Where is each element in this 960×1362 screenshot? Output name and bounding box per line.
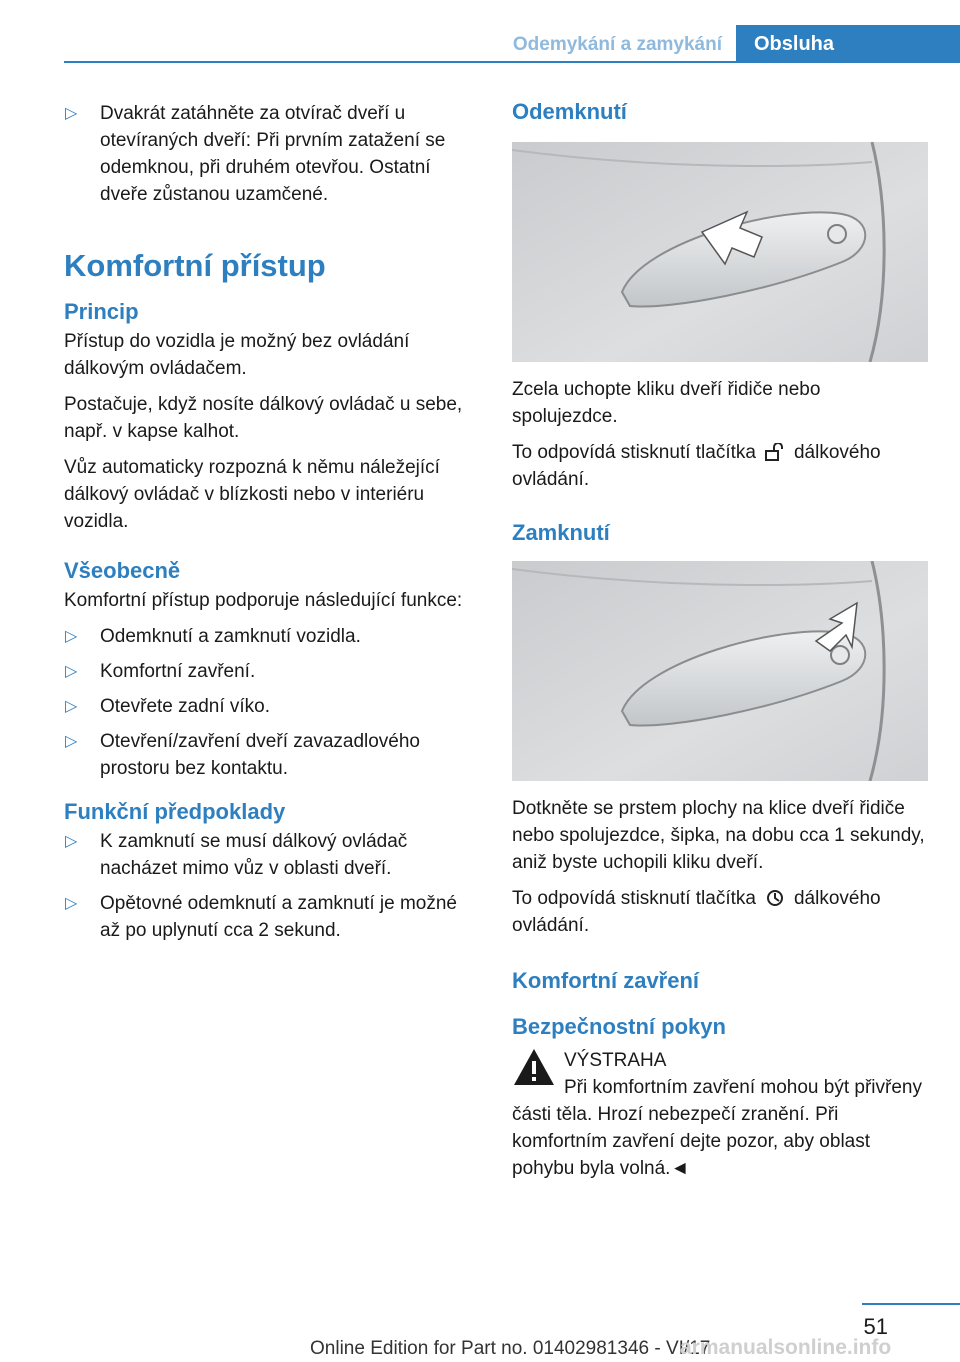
list-item (64, 828, 482, 882)
triangle-bullet-icon: ▷ (65, 895, 78, 912)
footer-rule (862, 1303, 960, 1305)
warning-text (512, 1074, 930, 1182)
paragraph: Komfortní přístup podporuje následující funkce: (64, 590, 463, 611)
door-handle-lock-image (512, 561, 928, 781)
paragraph (512, 885, 930, 939)
section-heading-unlock: Odemknutí (512, 99, 627, 124)
triangle-bullet-icon: ▷ (65, 105, 78, 122)
paragraph: Postačuje, když nosíte dálkový ovládač u sebe, např. v kapse kalhot. (64, 394, 463, 442)
triangle-bullet-icon: ▷ (65, 698, 78, 715)
list-item (64, 693, 482, 720)
lock-icon (764, 888, 786, 906)
unlock-icon (764, 442, 786, 460)
page-number: 51 (863, 1314, 888, 1339)
watermark: armanualsonline.info (680, 1336, 892, 1359)
warning-block (512, 1047, 930, 1074)
list-item (64, 100, 482, 208)
door-handle-unlock-image (512, 142, 928, 362)
header-chapter-tab: Obsluha (736, 25, 960, 63)
left-column (64, 100, 482, 952)
triangle-bullet-icon: ▷ (65, 833, 78, 850)
triangle-bullet-icon: ▷ (65, 628, 78, 645)
list-item-text: K zamknutí se musí dálkový ovládač nacházet mimo vůz v oblasti dveří. (100, 831, 408, 879)
list-item (64, 728, 482, 782)
header-section-title: Odemykání a zamykání (512, 34, 722, 55)
triangle-bullet-icon: ▷ (65, 663, 78, 680)
section-heading-comfort-close: Komfortní zavření (512, 968, 700, 993)
list-item-text: Opětovné odemknutí a zamknutí je možné až po uplynutí cca 2 sekund. (100, 893, 457, 941)
warning-text-content: Při komfortním zavření mohou být přivřeny části těla. Hrozí nebezpečí zranění. Při komfortním zavření dejte pozor, aby oblast pohybu byla volná.◄ (512, 1077, 922, 1179)
list-item-text: Otevření/zavření dveří zavazadlového prostoru bez kontaktu. (100, 731, 421, 779)
section-heading-lock: Zamknutí (512, 520, 610, 545)
page-title: Komfortní přístup (64, 248, 326, 283)
section-heading-general: Všeobecně (64, 558, 181, 583)
right-column (512, 98, 930, 1182)
paragraph: Vůz automaticky rozpozná k němu náležející dálkový ovládač v blízkosti nebo v interiéru vozidla. (64, 457, 440, 532)
paragraph-text: To odpovídá stisknutí tlačítka (512, 888, 756, 909)
paragraph: Dotkněte se prstem plochy na klice dveří řidiče nebo spolujezdce, šipka, na dobu cca 1 sekundy, aniž byste uchopili kliku dveří. (512, 798, 925, 873)
paragraph: Přístup do vozidla je možný bez ovládání dálkovým ovládačem. (64, 331, 410, 379)
paragraph: Zcela uchopte kliku dveří řidiče nebo spolujezdce. (512, 379, 821, 427)
paragraph-text: To odpovídá stisknutí tlačítka (512, 442, 756, 463)
list-item (64, 623, 482, 650)
list-item-text: Dvakrát zatáhněte za otvírač dveří u otevíraných dveří: Při prvním zatažení se odemknou, při druhém otevřou. Ostatní dveře zůstanou uzamčené. (100, 103, 446, 205)
list-item-text: Komfortní zavření. (100, 661, 256, 682)
section-heading-principle: Princip (64, 299, 139, 324)
warning-triangle-icon (512, 1047, 556, 1087)
footer-edition-text: Online Edition for Part no. 01402981346 - VI/17 (310, 1338, 711, 1359)
list-item (64, 658, 482, 685)
paragraph-text: dálkového ovládání. (512, 888, 881, 936)
triangle-bullet-icon: ▷ (65, 733, 78, 750)
list-item (64, 890, 482, 944)
warning-label: VÝSTRAHA (564, 1050, 667, 1071)
section-heading-prerequisites: Funkční předpoklady (64, 799, 286, 824)
paragraph (512, 439, 930, 493)
paragraph-text: dálkového ovládání. (512, 442, 881, 490)
list-item-text: Odemknutí a zamknutí vozidla. (100, 626, 361, 647)
header-rule (64, 61, 960, 63)
list-item-text: Otevřete zadní víko. (100, 696, 271, 717)
section-heading-safety: Bezpečnostní pokyn (512, 1014, 726, 1039)
